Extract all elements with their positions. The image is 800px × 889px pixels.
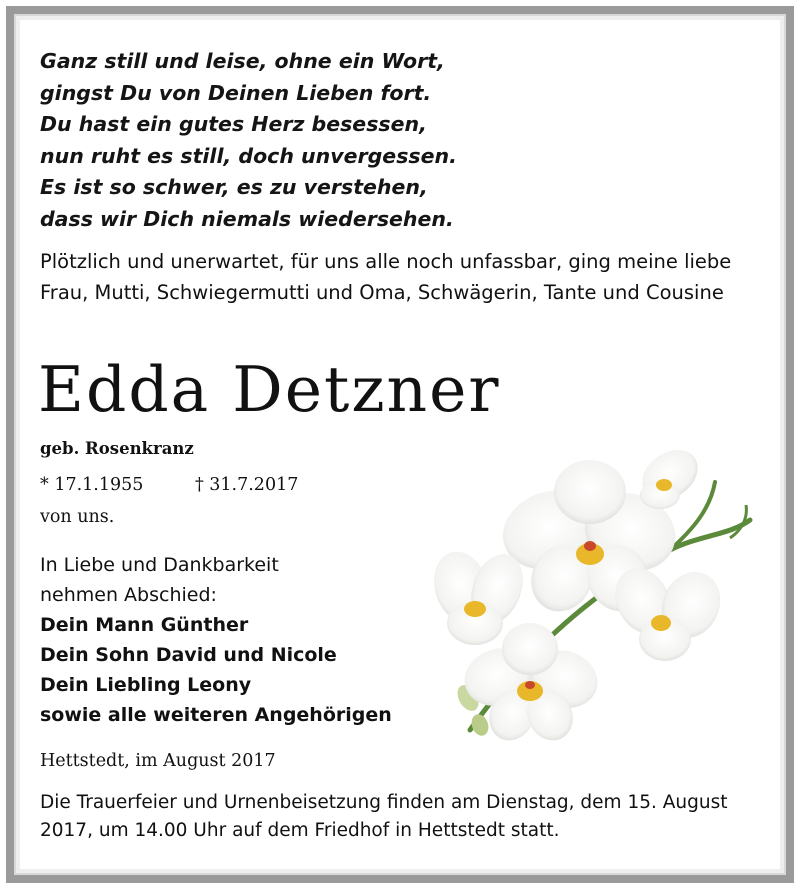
- deceased-name: Edda Detzner: [38, 353, 501, 426]
- place-date: Hettstedt, im August 2017: [40, 751, 276, 771]
- poem-line: gingst Du von Deinen Lieben fort.: [40, 80, 432, 105]
- poem-line: dass wir Dich niemals wiedersehen.: [40, 206, 454, 231]
- birth-date: * 17.1.1955: [40, 475, 144, 495]
- mourner: Dein Liebling Leony: [40, 674, 252, 696]
- life-dates: [40, 473, 298, 497]
- mourner: Dein Mann Günther: [40, 614, 249, 636]
- poem-line: Ganz still und leise, ohne ein Wort,: [40, 49, 445, 73]
- poem: [40, 46, 457, 235]
- white-orchid-icon: [430, 420, 770, 750]
- mourner: Dein Sohn David und Nicole: [40, 644, 337, 666]
- death-date: † 31.7.2017: [194, 475, 299, 495]
- farewell-line: In Liebe und Dankbarkeit: [40, 554, 279, 576]
- farewell-line: nehmen Abschied:: [40, 584, 217, 606]
- mourners-list: [40, 610, 392, 730]
- mourner: sowie alle weiteren Angehörigen: [40, 704, 392, 726]
- maiden-name: geb. Rosenkranz: [40, 439, 194, 458]
- poem-line: Es ist so schwer, es zu verstehen,: [40, 175, 428, 199]
- funeral-info: Die Trauerfeier und Urnenbeisetzung finden am Dienstag, dem 15. August 2017, um 14.00 Uhr auf dem Friedhof in Hettstedt statt.: [40, 792, 728, 841]
- poem-line: nun ruht es still, doch unvergessen.: [40, 143, 457, 168]
- farewell-text: [40, 550, 279, 610]
- from-us-text: von uns.: [40, 507, 115, 527]
- intro-text: Plötzlich und unerwartet, für uns alle noch unfassbar, ging meine liebe Frau, Mutti, Schwiegermutti und Oma, Schwägerin, Tante und Cousine: [40, 250, 732, 304]
- poem-line: Du hast ein gutes Herz besessen,: [40, 112, 427, 136]
